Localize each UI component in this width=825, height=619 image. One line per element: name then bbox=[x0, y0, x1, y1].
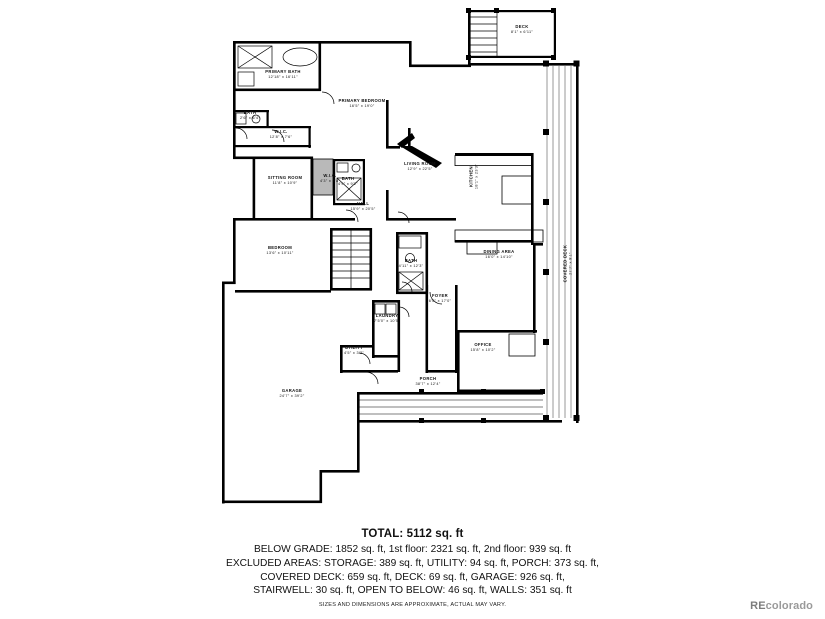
room-dimensions: 4'9" x 9'2" bbox=[337, 181, 359, 186]
summary-line-2: COVERED DECK: 659 sq. ft, DECK: 69 sq. ft, GARAGE: 926 sq. ft, bbox=[260, 571, 565, 583]
room-name: COVERED DECK bbox=[562, 244, 568, 283]
room-dimensions: 38'7" x 12'4" bbox=[415, 381, 441, 386]
summary-line-1: EXCLUDED AREAS: STORAGE: 389 sq. ft, UTILITY: 94 sq. ft, PORCH: 373 sq. ft, bbox=[226, 557, 599, 569]
plan-summary bbox=[0, 528, 825, 608]
room-dimensions: 27'7" x 9'1" bbox=[568, 252, 573, 275]
summary-line-3: STAIRWELL: 30 sq. ft, OPEN TO BELOW: 46 sq. ft, WALLS: 351 sq. ft bbox=[253, 585, 572, 597]
room-dimensions: 18'1" x 23'3" bbox=[474, 164, 479, 190]
room-dimensions: 6'6" x 17'0" bbox=[428, 298, 452, 303]
room-name: PRIMARY BATH bbox=[265, 69, 301, 74]
room-name: BATH bbox=[243, 110, 257, 115]
room-dimensions: 12'8" x 7'6" bbox=[269, 134, 293, 139]
disclaimer-text: SIZES AND DIMENSIONS ARE APPROXIMATE, ACTUAL MAY VARY. bbox=[318, 602, 507, 609]
room-name: OFFICE bbox=[474, 342, 492, 347]
brand-suffix: colorado bbox=[765, 600, 813, 612]
room-dimensions: 15'9" x 20'5" bbox=[350, 206, 376, 211]
room-dimensions: 4'5" x 3'3" bbox=[343, 350, 365, 355]
room-name: KITCHEN bbox=[468, 166, 474, 188]
room-dimensions: 4'3" x 9'8" bbox=[319, 178, 341, 183]
room-name: BEDROOM bbox=[267, 245, 293, 250]
room-name: BATH bbox=[341, 176, 355, 181]
room-dimensions: 12'18" x 16'11" bbox=[268, 74, 298, 79]
total-sqft: TOTAL: 5112 sq. ft bbox=[361, 528, 464, 540]
room-dimensions: 16'0" x 14'10" bbox=[485, 254, 513, 259]
room-name: LAUNDRY bbox=[375, 313, 399, 318]
room-name: GARAGE bbox=[281, 388, 303, 393]
brand-prefix: RE bbox=[750, 600, 766, 612]
room-name: W.I.C. bbox=[274, 129, 288, 134]
room-name: BATH bbox=[404, 258, 418, 263]
room-dimensions: 16'5" x 19'0" bbox=[349, 103, 375, 108]
summary-line-0: BELOW GRADE: 1852 sq. ft, 1st floor: 2321 sq. ft, 2nd floor: 939 sq. ft bbox=[253, 544, 572, 555]
room-name: HALL bbox=[356, 201, 370, 206]
room-dimensions: 11'8" x 10'9" bbox=[272, 180, 298, 185]
room-dimensions: 4'11" x 12'3" bbox=[398, 263, 424, 268]
room-dimensions: 2'6" x 6'4" bbox=[239, 115, 261, 120]
room-name: W.I.C. bbox=[323, 173, 337, 178]
room-dimensions: 24'7" x 39'2" bbox=[279, 393, 305, 398]
room-name: PRIMARY BEDROOM bbox=[338, 98, 386, 103]
room-name: DINING AREA bbox=[483, 249, 515, 254]
room-name: UTILITY bbox=[344, 345, 364, 350]
recolorado-logo bbox=[750, 600, 813, 612]
room-name: PORCH bbox=[419, 376, 437, 381]
room-dimensions: 12'9" x 22'5" bbox=[407, 166, 433, 171]
room-dimensions: 8'1" x 6'11" bbox=[510, 29, 534, 34]
room-name: SITTING ROOM bbox=[267, 175, 303, 180]
room-name: LIVING ROOM bbox=[404, 161, 436, 166]
room-dimensions: 13'6" x 10'11" bbox=[266, 250, 294, 255]
room-name: DECK bbox=[515, 24, 529, 29]
room-name: FOYER bbox=[431, 293, 449, 298]
room-dimensions: 7'5'0" x 10'5" bbox=[373, 318, 401, 323]
room-dimensions: 15'8" x 10'2" bbox=[470, 347, 496, 352]
